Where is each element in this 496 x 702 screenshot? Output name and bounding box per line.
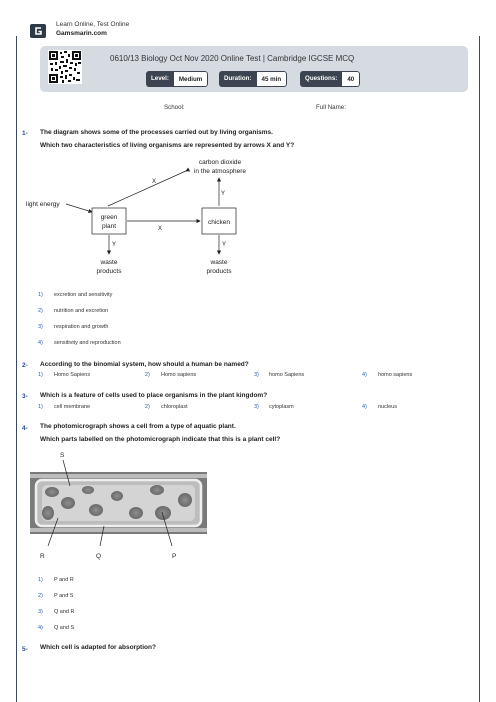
option-text[interactable]: Q and R — [54, 609, 75, 615]
option-number: 2) — [38, 308, 43, 314]
school-label: School: — [164, 104, 185, 111]
question-text: The diagram shows some of the processes carried out by living organisms. — [40, 129, 273, 136]
option-number: 3) — [254, 372, 259, 378]
question-number: 1- — [22, 130, 28, 137]
option-number: 3) — [254, 404, 259, 410]
option-number: 3) — [38, 324, 43, 330]
waste-products-label: waste — [100, 259, 118, 266]
label-p: P — [172, 553, 177, 560]
option-text[interactable]: respiration and growth — [54, 324, 109, 330]
option-text[interactable]: cytoplasm — [269, 404, 294, 410]
label-q: Q — [96, 553, 102, 560]
option-number: 2) — [145, 372, 150, 378]
option-number: 2) — [145, 404, 150, 410]
test-title: 0610/13 Biology Oct Nov 2020 Online Test | Cambridge IGCSE MCQ — [110, 54, 355, 63]
question-text: Which cell is adapted for absorption? — [40, 644, 156, 651]
option-number: 1) — [38, 372, 43, 378]
arrow-y-label: Y — [222, 242, 227, 248]
green-plant-label: plant — [101, 223, 117, 230]
option-text[interactable]: nutrition and excretion — [54, 308, 109, 314]
brand-site[interactable]: Gamsmarin.com — [56, 30, 107, 37]
level-value: Medium — [174, 71, 208, 87]
option-number: 4) — [38, 340, 43, 346]
full-name-label: Full Name: — [316, 104, 346, 111]
question-text: Which two characteristics of living organisms are represented by arrows X and Y? — [40, 142, 295, 149]
co2-label: in the atmosphere — [193, 168, 247, 175]
label-s: S — [60, 452, 65, 459]
question-text: According to the binomial system, how should a human be named? — [40, 361, 249, 368]
option-text[interactable]: Homo sapiens — [161, 372, 197, 378]
option-text[interactable]: nucleus — [378, 404, 397, 410]
question-text: Which is a feature of cells used to place organisms in the plant kingdom? — [40, 392, 268, 399]
option-text[interactable]: Homo Sapiens — [54, 372, 91, 378]
brand-tagline: Learn Online, Test Online — [56, 21, 130, 28]
questions-label: Questions: — [300, 71, 342, 87]
question-text: The photomicrograph shows a cell from a type of aquatic plant. — [40, 423, 236, 430]
option-text[interactable]: homo Sapiens — [269, 372, 305, 378]
option-text[interactable]: P and R — [54, 577, 74, 583]
arrow-x-label: X — [158, 226, 163, 232]
arrow-y-label: Y — [221, 191, 226, 197]
option-number: 4) — [38, 625, 43, 631]
option-text[interactable]: cell membrane — [54, 404, 91, 410]
waste-products-label: products — [206, 268, 232, 275]
option-text[interactable]: sensitivity and reproduction — [54, 340, 121, 346]
option-number: 4) — [362, 372, 367, 378]
option-text[interactable]: homo sapiens — [378, 372, 413, 378]
duration-value: 45 min — [257, 71, 288, 87]
co2-label: carbon dioxide — [198, 159, 242, 166]
option-number: 1) — [38, 292, 43, 298]
question-number: 3- — [22, 393, 28, 400]
question-number: 5- — [22, 646, 28, 653]
arrow-y-label: Y — [112, 242, 117, 248]
waste-products-label: products — [96, 268, 122, 275]
duration-label: Duration: — [219, 71, 257, 87]
waste-products-label: waste — [210, 259, 228, 266]
arrow-x-label: X — [152, 179, 157, 185]
option-text[interactable]: P and S — [54, 593, 74, 599]
option-text[interactable]: chloroplast — [161, 404, 188, 410]
question-number: 4- — [22, 425, 28, 432]
green-plant-label: green — [100, 214, 118, 221]
option-text[interactable]: Q and S — [54, 625, 75, 631]
option-text[interactable]: excretion and sensitivity — [54, 292, 113, 298]
label-r: R — [40, 553, 45, 560]
chicken-label: chicken — [207, 219, 231, 226]
level-label: Level: — [146, 71, 174, 87]
option-number: 3) — [38, 609, 43, 615]
questions-value: 40 — [342, 71, 360, 87]
question-text: Which parts labelled on the photomicrograph indicate that this is a plant cell? — [40, 436, 281, 443]
option-number: 1) — [38, 577, 43, 583]
question-number: 2- — [22, 362, 28, 369]
option-number: 2) — [38, 593, 43, 599]
option-number: 1) — [38, 404, 43, 410]
option-number: 4) — [362, 404, 367, 410]
light-energy-label: light energy — [26, 201, 60, 208]
